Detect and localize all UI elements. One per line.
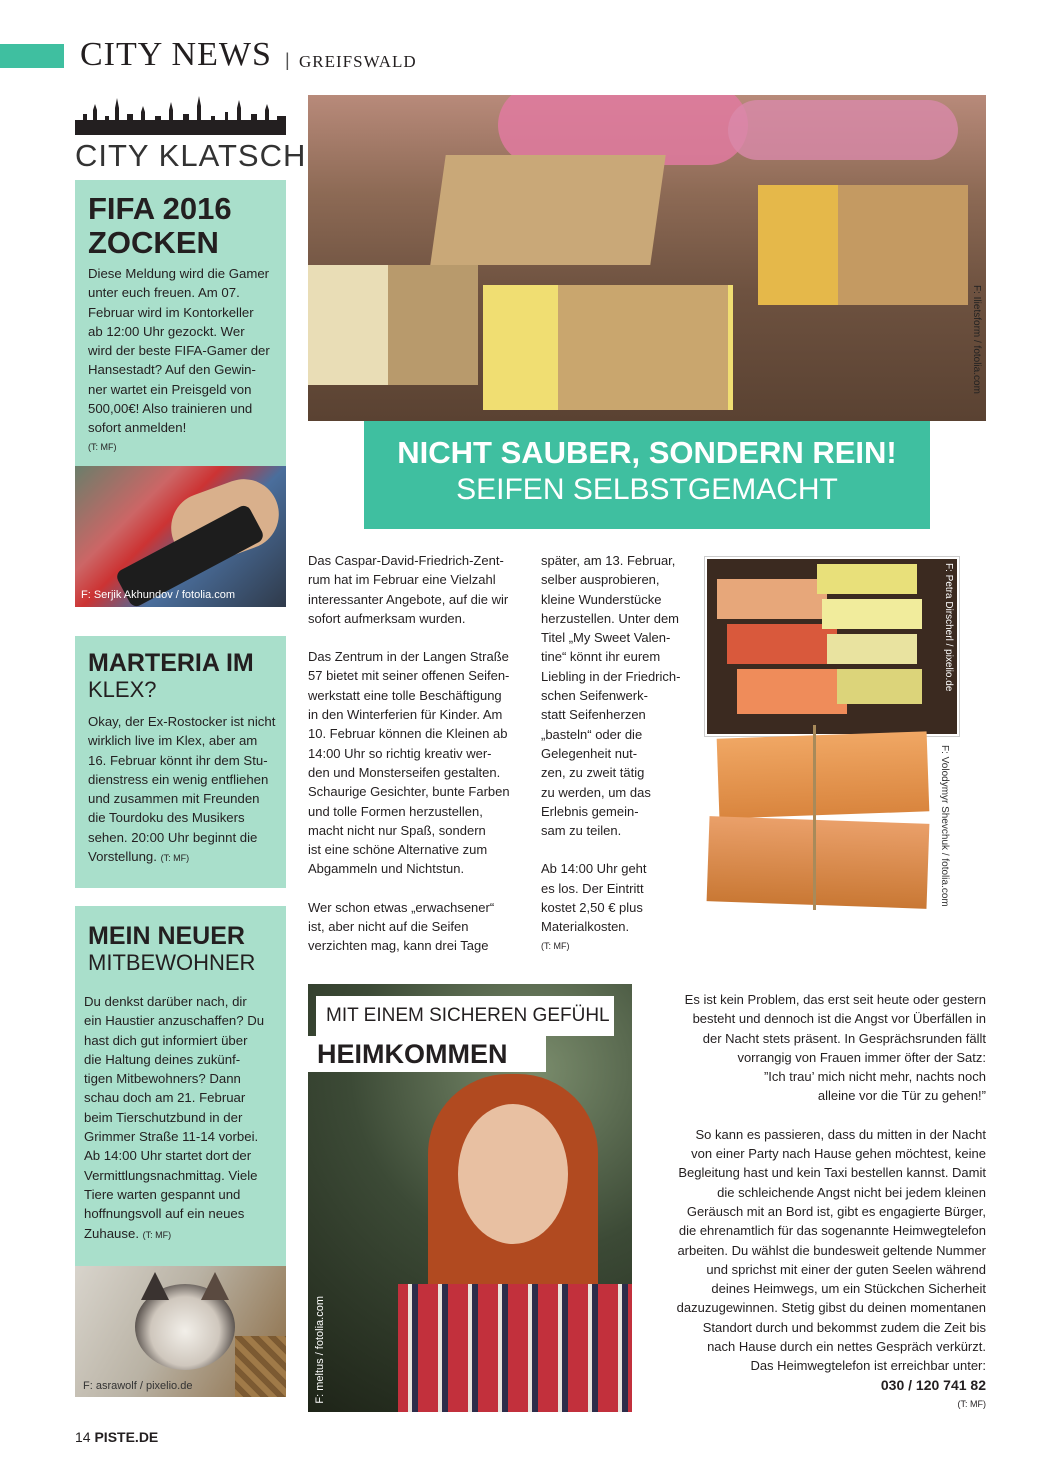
seifen-column-1: Das Caspar-David-Friedrich-Zent- rum hat im Februar eine Vielzahl interessanter Angebote, auf die wir sofort aufmerksam wurden. Das Zentrum in der Langen Straße 57 bietet mit seiner offenen Seifen- werkstatt eine tolle Beschäftigung in den Winterferien für Kinder. Am 10. Februar können die Kleinen ab 14:00 Uhr so richtig kreativ wer- den und Monsterseifen gestalten. Schaurige Gesichter, bunte Farben und tolle Formen herzustellen, macht nicht nur Spaß, sondern ist eine schöne Alternative zum Abgammeln und Nichtstun. Wer schon etwas „erwachsener“ ist, aber nicht auf die Seifen verzichten mag, kann drei Tage [308, 553, 510, 954]
heimkommen-headline: HEIMKOMMEN [317, 1039, 508, 1069]
headline-box [308, 1036, 546, 1072]
header-separator: | [285, 50, 290, 70]
skyline-rule [75, 133, 286, 135]
woman-photo-credit: F: meltus / fotolia.com [314, 1296, 326, 1404]
marteria-text: Okay, der Ex-Rostocker ist nicht wirklich live im Klex, aber am 16. Februar könnt ihr dem Stu- dienstress ein wenig entfliehen und zusammen mit Freunden die Tourdoku des Musikers sehen. 20:00 Uhr beginnt die Vorstellung. (T: MF) [88, 714, 276, 865]
header-accent-bar [0, 44, 64, 68]
heimkommen-text: Es ist kein Problem, das erst seit heute oder gestern besteht und dennoch ist die Angst vor Überfällen in der Nacht stets präsent. In Gesprächsrunden fällt vorrangig von Frauen immer öfter der Satz: ”Ich trau’ mich nicht mehr, nachts noch alleine vor die Tür zu gehen!” So kann es passieren, dass du mitten in der Nacht von einer Party nach Hause gehen möchtest, keine Begleitung hast und kein Taxi bestellen kannst. Damit die schleichende Angst nicht bei jedem kleinen Geräusch mit an Bord ist, gibt es engagierte Bürger, die ehrenamtlich für das sogenannte Heimwegtelefon arbeiten. Du wählst die bundesweit geltende Nummer und sprichst mit einer der guten Seelen während deines Heimwegs, um ein Stückchen Sicherheit dazuzugewinnen. Stetig gibst du deinen momentanen Standort durch und bekommst zudem die Zeit bis nach Hause durch ein nettes Gespräch verkürzt. Das Heimwegtelefon ist erreichbar unter: 030 / 120 741 82 (T: MF) [640, 990, 986, 1409]
fifa-box [75, 180, 286, 466]
klatsch-title: CITY KLATSCH [75, 138, 307, 173]
mitbewohner-box [75, 906, 286, 1266]
fifa-text: Diese Meldung wird die Gamer unter euch freuen. Am 07. Februar wird im Kontorkeller ab 12:00 Uhr gezockt. Wer wird der beste FIFA-Gamer der Hansestadt? Auf den Gewin- ner wartet ein Preisgeld von 500,00€! Also trainieren und sofort anmelden! [88, 266, 270, 436]
fifa-tag: (T: MF) [88, 441, 117, 452]
gamer-photo-credit: F: Serjik Akhundov / fotolia.com [81, 589, 236, 601]
marteria-subtitle: KLEX? [88, 677, 157, 702]
soap-hero-credit: F: Ilietsform / fotolia.com [971, 285, 982, 394]
fifa-title-line1: FIFA 2016 [88, 191, 232, 226]
section-title: CITY NEWS [80, 36, 272, 73]
skyline-logo [75, 94, 286, 134]
heimkommen-tag: (T: MF) [957, 1398, 986, 1409]
marteria-box [75, 636, 286, 888]
soap-stack-photo [705, 557, 959, 736]
seifen-tag: (T: MF) [541, 940, 570, 951]
orange-soap-photo [708, 725, 938, 920]
footer-brand: PISTE.DE [94, 1429, 159, 1445]
mitbewohner-subtitle: MITBEWOHNER [88, 950, 256, 975]
page-number: 14 [75, 1429, 91, 1445]
marteria-tag: (T: MF) [160, 853, 190, 864]
mitbewohner-title: MEIN NEUER [88, 922, 245, 950]
gamer-photo [75, 466, 286, 607]
mitbewohner-text: Du denkst darüber nach, dir ein Haustier anzuschaffen? Du hast dich gut informiert über die Haltung deines zukünf- tigen Mitbewohners? Dann schau doch am 21. Februar beim Tierschutzbund in der Grimmer Straße 11-14 vorbei. Ab 14:00 Uhr startet dort der Vermittlungsnachmittag. Viele Tiere warten gespannt und hoffnungsvoll auf ein neues Zuhause. (T: MF) [84, 994, 265, 1241]
mitbewohner-tag: (T: MF) [142, 1229, 172, 1240]
seifen-headline: NICHT SAUBER, SONDERN REIN! [397, 435, 897, 470]
heimkommen-kicker: MIT EINEM SICHEREN GEFÜHL [326, 1005, 610, 1026]
seifen-headline-box [364, 421, 930, 529]
kicker-box [316, 996, 614, 1036]
fifa-title-line2: ZOCKEN [88, 225, 219, 260]
seifen-subhead: SEIFEN SELBSTGEMACHT [456, 473, 838, 506]
city-name: GREIFSWALD [299, 52, 417, 71]
heimweg-phone: 030 / 120 741 82 [880, 1376, 986, 1393]
woman-phone-photo [308, 984, 632, 1412]
seifen-column-2: später, am 13. Februar, selber ausprobieren, kleine Wunderstücke herzustellen. Unter dem Titel „My Sweet Valen- tine“ könnt ihr eurem Liebling in der Friedrich- schen Seifenwerk- statt Seifenherzen „basteln“ oder die Gelegenheit nut- zen, zu zweit tätig zu werden, um das Erlebnis gemein- sam zu teilen. Ab 14:00 Uhr geht es los. Der Eintritt kostet 2,50 € plus Materialkosten. (T: MF) [541, 551, 701, 951]
soap-stack-credit: F: Petra Dirscherl / pixelio.de [943, 563, 954, 692]
soap-hero-photo [308, 95, 986, 421]
footer [75, 1429, 158, 1445]
orange-soap-credit: F: Volodymyr Shevchuk / fotolia.com [939, 745, 950, 907]
kitten-photo-credit: F: asrawolf / pixelio.de [83, 1380, 193, 1392]
kitten-photo [75, 1266, 286, 1397]
marteria-title: MARTERIA IM [88, 649, 254, 677]
